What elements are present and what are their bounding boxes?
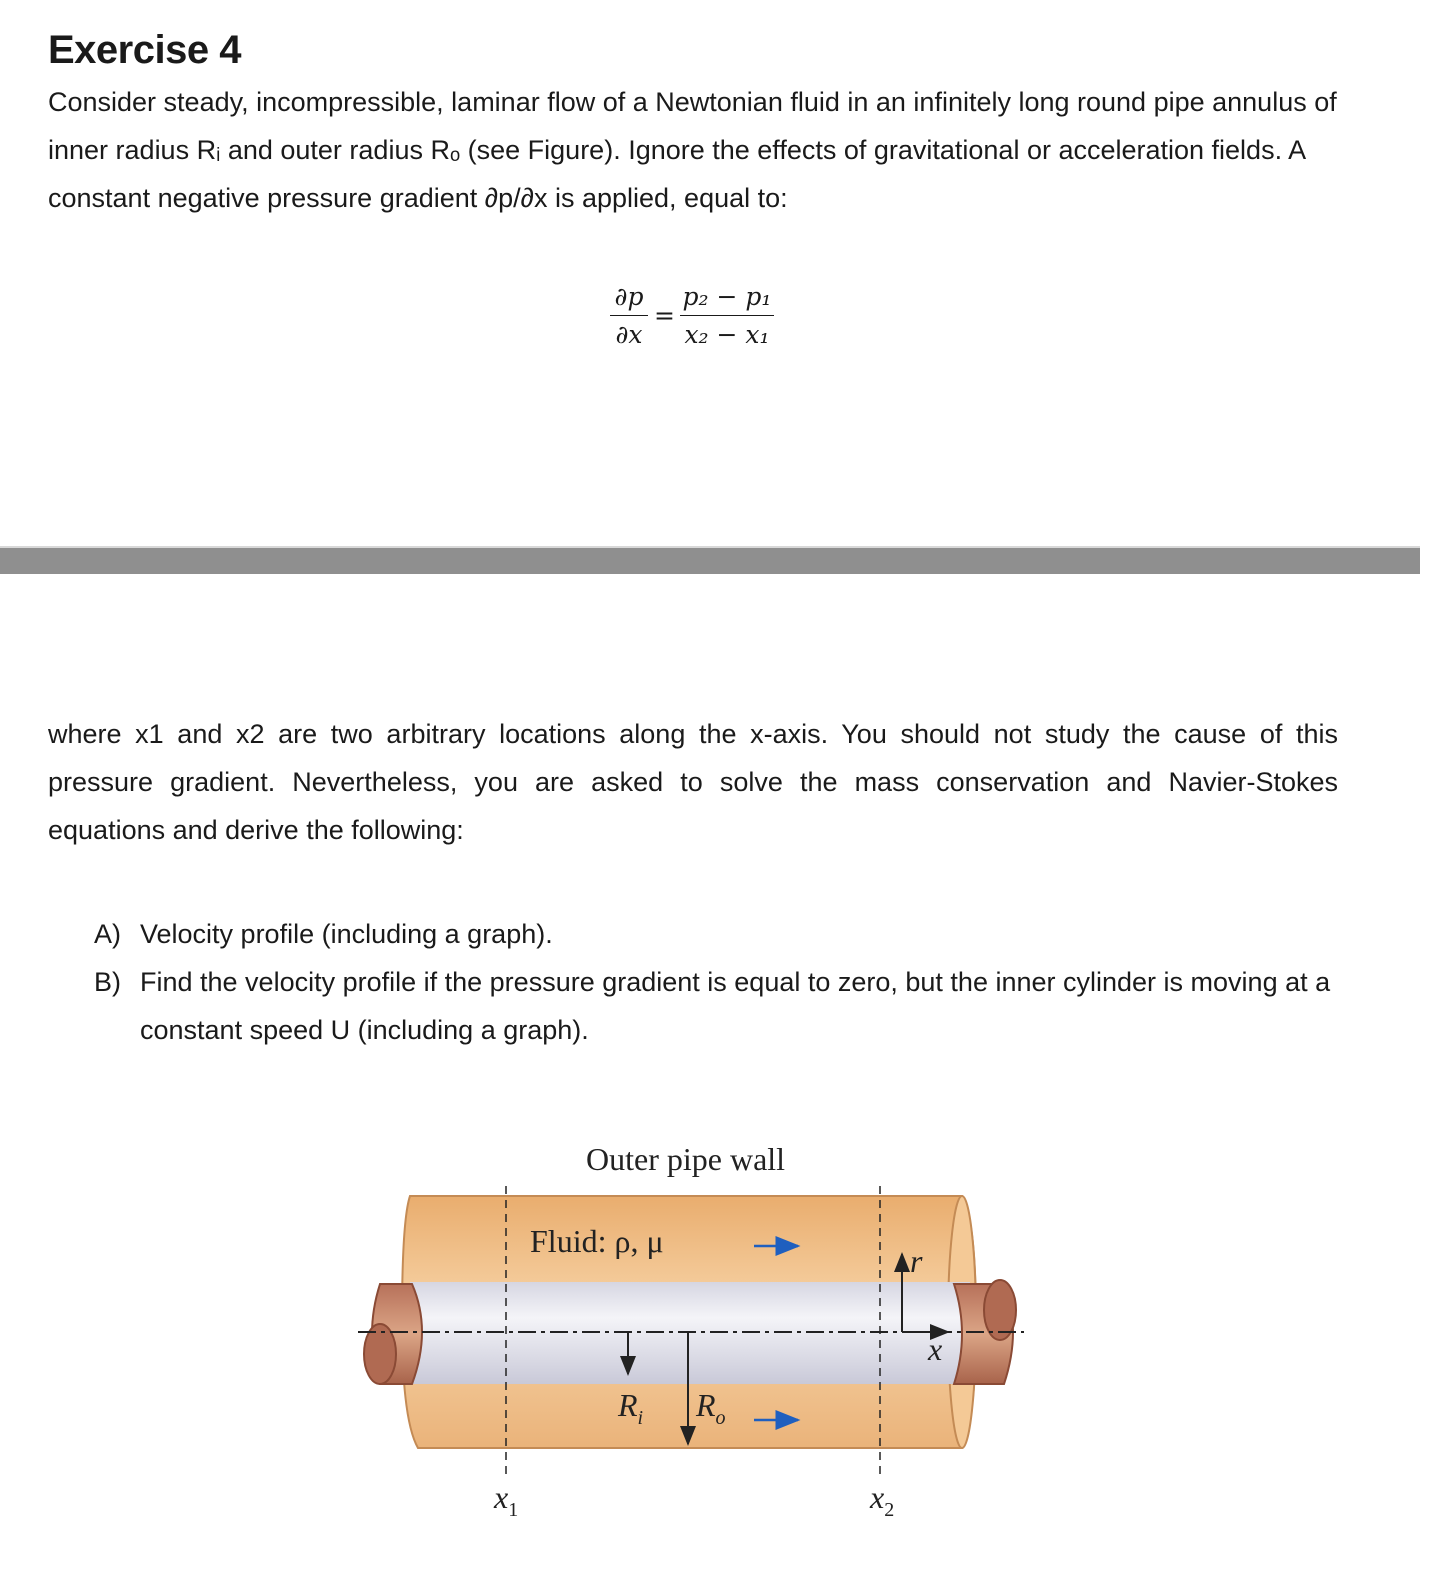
x2-label <box>869 1479 894 1521</box>
ro-label-main: R <box>696 1387 716 1423</box>
x2-label-sub: 2 <box>884 1499 895 1521</box>
r-axis-label: r <box>910 1243 923 1279</box>
fraction-bar <box>680 315 774 316</box>
annulus-figure <box>340 1130 1040 1530</box>
x-axis-label: x <box>928 1331 943 1367</box>
formula-equals: = <box>654 301 675 330</box>
x1-label-main: x <box>494 1479 509 1515</box>
list-item <box>94 910 1338 958</box>
page-divider <box>0 546 1420 574</box>
ri-label-main: R <box>618 1387 638 1423</box>
question-list <box>94 910 1338 1054</box>
list-item <box>94 958 1338 1054</box>
ro-label-sub: o <box>715 1407 726 1429</box>
x1-label-sub: 1 <box>508 1499 519 1521</box>
fluid-label: Fluid: ρ, μ <box>530 1223 664 1259</box>
x1-label <box>493 1479 518 1521</box>
formula-lhs-denominator: ∂x <box>615 320 643 349</box>
question-text: Find the velocity profile if the pressure gradient is equal to zero, but the inner cylinder is moving at a constant speed U (including a graph). <box>140 967 1331 1045</box>
formula-rhs <box>680 282 774 349</box>
formula-rhs-denominator: x₂ − x₁ <box>684 320 770 349</box>
exercise-title: Exercise 4 <box>48 28 241 72</box>
x2-label-main: x <box>870 1479 885 1515</box>
formula-lhs-numerator: ∂p <box>614 282 644 311</box>
pressure-gradient-formula <box>610 282 790 362</box>
outer-wall-label: Outer pipe wall <box>586 1141 786 1177</box>
question-label: A) <box>94 919 121 949</box>
question-label: B) <box>94 967 121 997</box>
fraction-bar <box>610 315 648 316</box>
formula-rhs-numerator: p₂ − p₁ <box>682 282 772 311</box>
question-text: Velocity profile (including a graph). <box>140 919 553 949</box>
body-paragraph: where x1 and x2 are two arbitrary locations along the x-axis. You should not study the cause of this pressure gradient. Nevertheless, you are asked to solve the mass conservation and Navier-Stokes equations and derive the following: <box>48 719 1338 845</box>
intro-paragraph: Consider steady, incompressible, laminar flow of a Newtonian fluid in an infinitely long round pipe annulus of inner radius Rᵢ and outer radius Rₒ (see Figure). Ignore the effects of gravitational or acceleration fields. A constant negative pressure gradient ∂p/∂x is applied, equal to: <box>48 87 1337 213</box>
ri-label-sub: i <box>637 1407 644 1429</box>
formula-lhs <box>610 282 648 349</box>
